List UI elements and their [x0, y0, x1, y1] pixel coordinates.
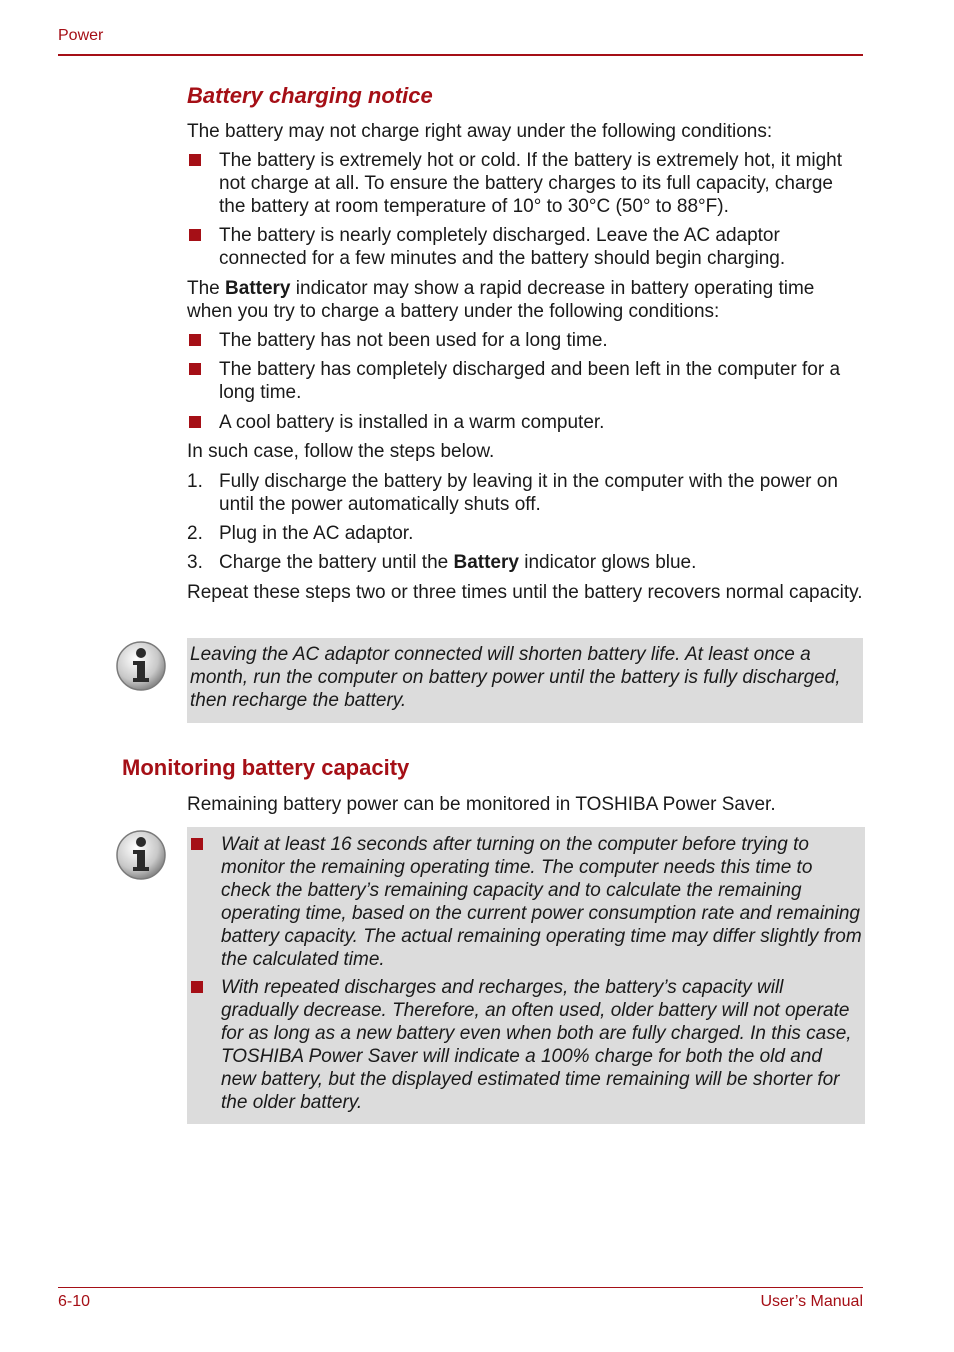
list-item: The battery has completely discharged and been left in the computer for a long time. — [187, 358, 863, 404]
charging-bullet-2 — [187, 224, 863, 270]
monitoring-intro: Remaining battery power can be monitored in TOSHIBA Power Saver. — [187, 794, 776, 815]
charging-bullet-1 — [187, 149, 863, 218]
monitoring-title: Monitoring battery capacity — [122, 755, 410, 780]
note-text: Leaving the AC adaptor connected will shorten battery life. At least once a month, run the computer on battery power until the battery is fully discharged, then recharge the battery. — [190, 644, 841, 711]
step-number: 1. — [187, 471, 203, 492]
step-text: Plug in the AC adaptor. — [219, 523, 414, 544]
step-number: 2. — [187, 523, 203, 544]
note-bullet: With repeated discharges and recharges, the battery’s capacity will gradually decrease. Therefore, an often used, older battery will not operate for as long as a new battery even when both are fully charged. In this case, TOSHIBA Power Saver will indicate a 100% charge for both the old and new battery, but the displayed estimated time remaining will be shorter for the older battery. — [189, 976, 862, 1114]
step-2 — [187, 522, 863, 545]
list-item: The battery is nearly completely discharged. Leave the AC adaptor connected for a few minutes and the battery should begin charging. — [187, 224, 863, 270]
para-text: The — [187, 278, 226, 299]
para-text: indicator may show a rapid decrease in battery operating time when you try to charge a battery under the following conditions: — [187, 278, 815, 322]
charging-section — [187, 84, 863, 107]
note-box — [187, 638, 863, 723]
list-item: A cool battery is installed in a warm computer. — [187, 411, 863, 434]
list-item: The battery has not been used for a long time. — [187, 329, 863, 352]
header-rule — [58, 54, 863, 56]
charging-intro: The battery may not charge right away under the following conditions: — [187, 121, 773, 142]
note-bullet: Wait at least 16 seconds after turning on the computer before trying to monitor the remaining operating time. The computer needs this time to check the battery’s remaining capacity and to calculate the remaining operating time, based on the current power consumption rate and remaining battery capacity. The actual remaining operating time may differ slightly from the calculated time. — [189, 833, 862, 971]
charging-title: Battery charging notice — [187, 83, 433, 108]
footer-rule — [58, 1287, 863, 1288]
page-number: 6-10 — [58, 1293, 91, 1310]
info-icon — [115, 829, 167, 881]
battery-term: Battery — [453, 552, 519, 573]
repeat-paragraph: Repeat these steps two or three times until the battery recovers normal capacity. — [187, 582, 863, 603]
manual-title: User’s Manual — [760, 1293, 863, 1310]
step-1 — [187, 470, 863, 516]
condition-bullet-3 — [187, 411, 863, 434]
step-text: Charge the battery until the — [219, 552, 454, 573]
condition-bullet-1 — [187, 329, 863, 352]
list-item: The battery is extremely hot or cold. If the battery is extremely hot, it might not charge at all. To ensure the battery charges to its full capacity, charge the battery at room temperature of 10° to 30°C (50° to 88°F). — [187, 149, 863, 218]
step-text: Fully discharge the battery by leaving it in the computer with the power on until the power automatically shuts off. — [219, 471, 838, 515]
info-icon — [115, 640, 167, 692]
step-text: indicator glows blue. — [518, 552, 697, 573]
condition-bullet-2 — [187, 358, 863, 404]
battery-term: Battery — [225, 278, 291, 299]
step-3 — [187, 551, 863, 574]
running-header: Power — [58, 27, 104, 44]
step-number: 3. — [187, 552, 203, 573]
steps-intro: In such case, follow the steps below. — [187, 441, 495, 462]
battery-indicator-paragraph — [187, 277, 863, 323]
note-box — [187, 827, 865, 1124]
